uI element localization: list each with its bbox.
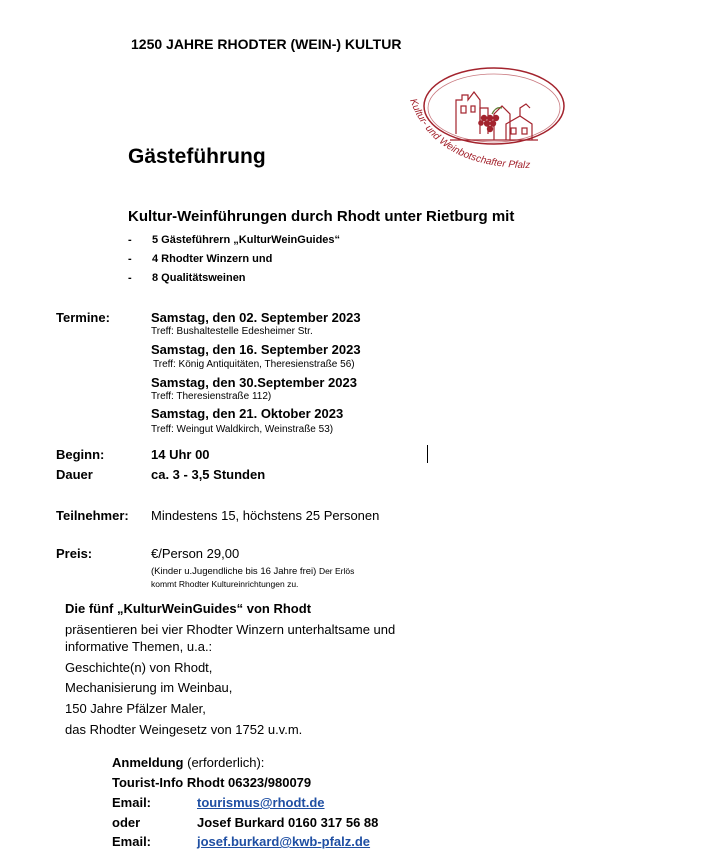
bullet-item: 8 Qualitätsweinen bbox=[152, 272, 246, 284]
email-link-tourismus[interactable]: tourismus@rhodt.de bbox=[197, 795, 325, 810]
beginn-label: Beginn: bbox=[56, 447, 105, 462]
event-date: Samstag, den 21. Oktober 2023 bbox=[151, 406, 344, 421]
event-meeting-point: Treff: Weingut Waldkirch, Weinstraße 53) bbox=[151, 424, 334, 435]
guides-line: das Rhodter Weingesetz von 1752 u.v.m. bbox=[65, 722, 303, 737]
document-title: 1250 JAHRE RHODTER (WEIN-) KULTUR bbox=[131, 36, 402, 52]
guides-line: präsentieren bei vier Rhodter Winzern unterhaltsame und bbox=[65, 622, 396, 637]
dauer-value: ca. 3 - 3,5 Stunden bbox=[151, 467, 266, 482]
email-label: Email: bbox=[112, 795, 152, 810]
guides-title: Die fünf „KulturWeinGuides“ von Rhodt bbox=[65, 601, 312, 616]
preis-note-culture: kommt Rhodter Kultureinrichtungen zu. bbox=[151, 579, 299, 589]
event-date: Samstag, den 16. September 2023 bbox=[151, 342, 361, 357]
guides-line: informative Themen, u.a.: bbox=[65, 639, 213, 654]
termine-label: Termine: bbox=[56, 310, 110, 325]
page-heading: Gästeführung bbox=[128, 145, 266, 168]
email-link-burkard[interactable]: josef.burkard@kwb-pfalz.de bbox=[197, 834, 371, 849]
email-label: Email: bbox=[112, 834, 152, 849]
bullet-dash: - bbox=[128, 253, 132, 265]
teilnehmer-value: Mindestens 15, höchstens 25 Personen bbox=[151, 508, 380, 523]
event-meeting-point: Treff: Bushaltestelle Edesheimer Str. bbox=[151, 326, 313, 337]
bullet-dash: - bbox=[128, 234, 132, 246]
tourist-info: Tourist-Info Rhodt 06323/980079 bbox=[112, 775, 312, 790]
event-meeting-point: Treff: Theresienstraße 112) bbox=[151, 391, 272, 402]
oder-label: oder bbox=[112, 815, 141, 830]
beginn-value: 14 Uhr 00 bbox=[151, 447, 210, 462]
dauer-label: Dauer bbox=[56, 467, 93, 482]
bullet-dash: - bbox=[128, 272, 132, 284]
preis-note-kids: (Kinder u.Jugendliche bis 16 Jahre frei) bbox=[151, 566, 317, 577]
event-date: Samstag, den 02. September 2023 bbox=[151, 310, 361, 325]
anmeldung-line bbox=[112, 755, 264, 770]
anmeldung-label: Anmeldung bbox=[112, 755, 184, 770]
anmeldung-note: (erforderlich): bbox=[187, 755, 265, 770]
kwb-pfalz-logo bbox=[398, 62, 576, 192]
guides-line: Geschichte(n) von Rhodt, bbox=[65, 660, 213, 675]
preis-value: €/Person 29,00 bbox=[151, 546, 240, 561]
bullet-item: 4 Rhodter Winzern und bbox=[152, 253, 273, 265]
preis-label: Preis: bbox=[56, 546, 93, 561]
guides-line: 150 Jahre Pfälzer Maler, bbox=[65, 701, 206, 716]
contact-person: Josef Burkard 0160 317 56 88 bbox=[197, 815, 379, 830]
subheading: Kultur-Weinführungen durch Rhodt unter Rietburg mit bbox=[128, 208, 515, 225]
guides-line: Mechanisierung im Weinbau, bbox=[65, 680, 233, 695]
teilnehmer-label: Teilnehmer: bbox=[56, 508, 129, 523]
event-date: Samstag, den 30.September 2023 bbox=[151, 375, 357, 390]
text-cursor bbox=[427, 445, 428, 463]
bullet-item: 5 Gästeführern „KulturWeinGuides“ bbox=[152, 234, 341, 246]
logo-text: Kultur- und Weinbotschafter Pfalz bbox=[407, 97, 531, 172]
preis-note bbox=[151, 566, 354, 577]
event-meeting-point: Treff: König Antiquitäten, Theresienstraße 56) bbox=[153, 359, 355, 370]
preis-note-erloes: Der Erlös bbox=[318, 566, 355, 576]
